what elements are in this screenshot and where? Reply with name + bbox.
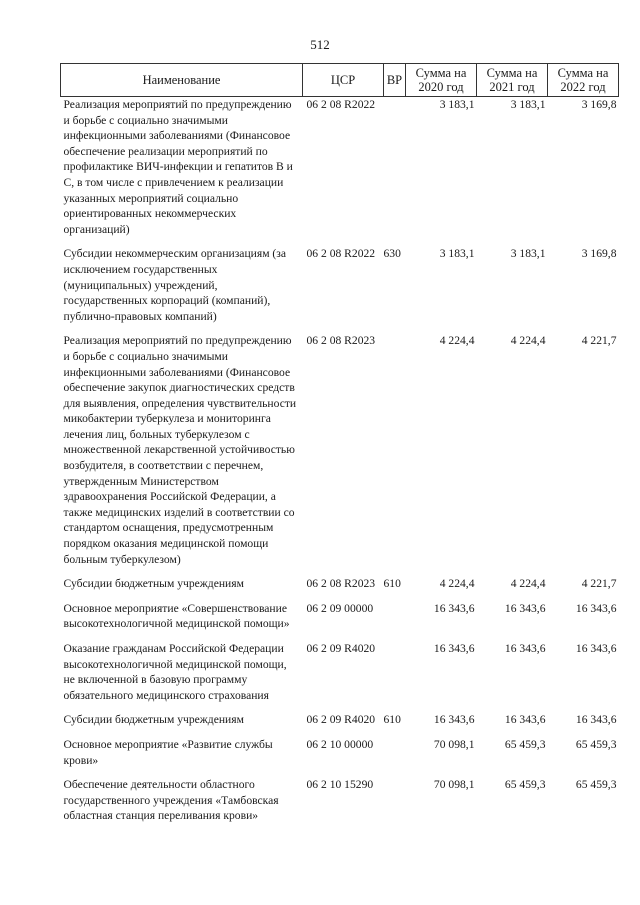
row-sum-2020: 4 224,4 [439, 334, 475, 348]
row-sum-2020: 70 098,1 [433, 737, 475, 751]
table-row [61, 601, 619, 641]
table-row [61, 97, 619, 247]
header-sum-2020: Сумма на 2020 год [406, 64, 477, 97]
row-csr: 06 2 09 00000 [306, 601, 374, 615]
row-vr [384, 641, 406, 712]
row-vr [384, 601, 406, 641]
row-csr: 06 2 08 R2023 [306, 334, 376, 348]
row-sum-2022: 3 169,8 [581, 98, 617, 111]
row-sum-2020: 16 343,6 [433, 642, 475, 655]
row-csr: 06 2 08 R2023 [306, 577, 376, 591]
row-sum-2022: 65 459,3 [575, 778, 617, 792]
row-name: Оказание гражданам Российской Федерации высокотехнологичной медицинской помощи, не включенной в базовую программу обязательного медицинского страхования [63, 642, 287, 702]
row-sum-2021: 65 459,3 [504, 737, 546, 751]
row-sum-2020: 16 343,6 [433, 713, 475, 727]
table-row [61, 246, 619, 333]
row-vr [384, 737, 406, 777]
row-sum-2020: 4 224,4 [439, 577, 475, 591]
row-sum-2020: 3 183,1 [439, 98, 475, 111]
row-sum-2021: 3 183,1 [510, 98, 546, 111]
row-csr: 06 2 10 15290 [306, 778, 374, 792]
row-sum-2021: 3 183,1 [510, 247, 546, 261]
table-row [61, 576, 619, 601]
row-name: Субсидии некоммерческим организациям (за исключением государственных (муниципальных) учреждений, государственных корпораций (компаний), публично-правовых компаний) [63, 247, 287, 323]
row-sum-2022: 3 169,8 [581, 247, 617, 261]
row-name: Субсидии бюджетным учреждениям [63, 577, 244, 591]
row-name: Реализация мероприятий по предупреждению и борьбе с социально значимыми инфекционными заболеваниями (Финансовое обеспечение закупок диагностических средств для выявления, определения чувствительности микобактерии туберкулеза и мониторинга лечения лиц, больных туберкулезом с множественной лекарственной устойчивостью возбудителя, в соответствии с перечнем, утвержденным Министерством здравоохранения Российской Федерации, а также медицинских изделий в соответствии со стандартом оснащения, предусмотренным порядком оказания медицинской помощи больным туберкулезом) [63, 334, 297, 566]
row-sum-2022: 65 459,3 [575, 737, 617, 751]
row-vr [384, 777, 406, 833]
table-row [61, 777, 619, 833]
row-csr: 06 2 09 R4020 [306, 713, 376, 727]
row-vr: 630 [383, 247, 401, 261]
row-sum-2022: 4 221,7 [581, 334, 617, 348]
row-vr: 610 [383, 577, 401, 591]
row-sum-2020: 70 098,1 [433, 778, 475, 792]
row-name: Субсидии бюджетным учреждениям [63, 713, 244, 727]
row-sum-2020: 16 343,6 [433, 601, 475, 615]
row-sum-2020: 3 183,1 [439, 247, 475, 261]
header-vr: ВР [384, 64, 406, 97]
table-row [61, 641, 619, 712]
row-sum-2022: 4 221,7 [581, 577, 617, 591]
page-number: 512 [310, 37, 330, 52]
table-row [61, 737, 619, 777]
row-sum-2021: 65 459,3 [504, 778, 546, 792]
header-name: Наименование [61, 64, 303, 97]
row-vr [384, 333, 406, 576]
table-body [61, 97, 619, 833]
row-csr: 06 2 09 R4020 [306, 642, 376, 655]
row-sum-2021: 4 224,4 [510, 334, 546, 348]
row-sum-2022: 16 343,6 [575, 713, 617, 727]
header-sum-2021: Сумма на 2021 год [477, 64, 548, 97]
row-sum-2021: 4 224,4 [510, 577, 546, 591]
budget-table [60, 63, 618, 833]
row-sum-2022: 16 343,6 [575, 601, 617, 615]
table-row [61, 712, 619, 737]
row-name: Основное мероприятие «Совершенствование высокотехнологичной медицинской помощи» [63, 601, 290, 631]
row-csr: 06 2 08 R2022 [306, 247, 376, 261]
row-sum-2021: 16 343,6 [504, 601, 546, 615]
header-sum-2022: Сумма на 2022 год [548, 64, 619, 97]
row-name: Основное мероприятие «Развитие службы крови» [63, 737, 273, 767]
row-sum-2022: 16 343,6 [575, 642, 617, 655]
row-name: Реализация мероприятий по предупреждению и борьбе с социально значимыми инфекционными заболеваниями (Финансовое обеспечение реализации мероприятий по профилактике ВИЧ-инфекции и гепатитов В и С, в том числе с привлечением к реализации указанных мероприятий социально ориентированных некоммерческих организаций) [63, 98, 293, 236]
row-sum-2021: 16 343,6 [504, 642, 546, 655]
row-name: Обеспечение деятельности областного государственного учреждения «Тамбовская областная станция переливания крови» [63, 778, 279, 823]
row-sum-2021: 16 343,6 [504, 713, 546, 727]
row-vr: 610 [383, 713, 401, 727]
header-csr: ЦСР [303, 64, 384, 97]
row-vr [384, 97, 406, 247]
row-csr: 06 2 10 00000 [306, 737, 374, 751]
table-row [61, 333, 619, 576]
row-csr: 06 2 08 R2022 [306, 98, 376, 111]
table-header [61, 64, 619, 97]
